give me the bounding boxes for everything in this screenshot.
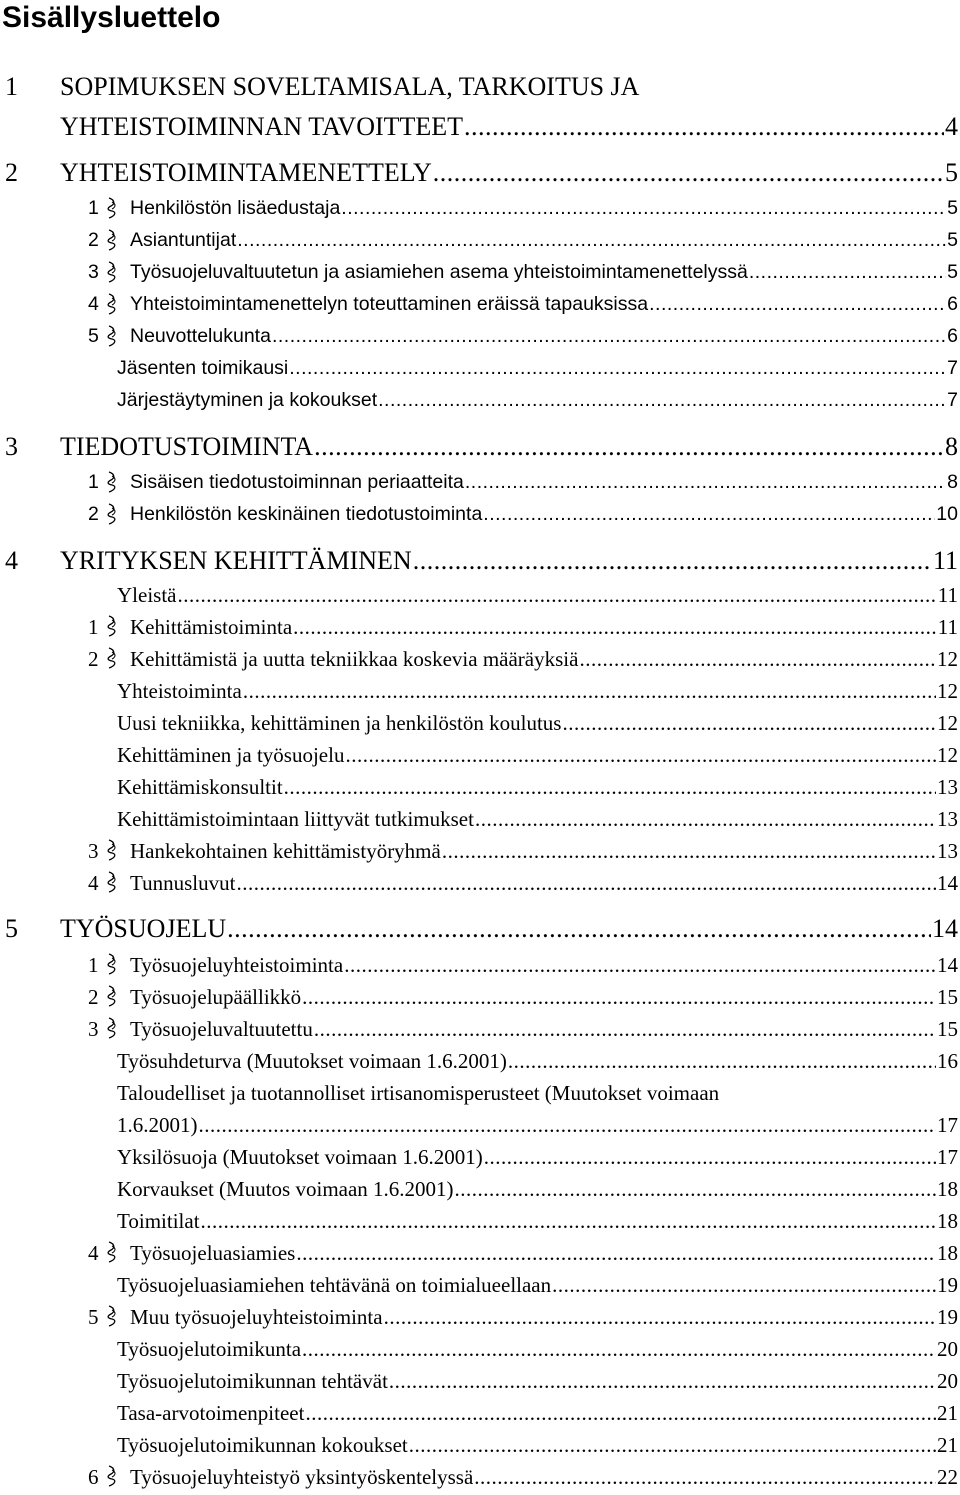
toc-label: Yksilösuoja (Muutokset voimaan 1.6.2001) [117,1145,483,1169]
toc-entry[interactable] [88,293,958,316]
toc-entry[interactable] [117,1401,958,1426]
toc-page-number: 15 [937,985,958,1009]
dot-leader [465,471,946,494]
toc-entry[interactable] [117,357,958,380]
toc-label: Tunnusluvut [130,871,236,895]
toc-page-number: 6 [947,325,958,347]
dot-leader [293,615,937,640]
toc-entry[interactable] [117,1081,719,1106]
toc-entry[interactable] [117,679,958,704]
toc-number: 3 [5,432,18,461]
toc-page-number: 21 [937,1433,958,1457]
toc-page-number: 13 [937,839,958,863]
toc-entry[interactable] [117,1113,958,1138]
toc-page-number: 11 [932,546,958,575]
dot-leader [345,743,936,768]
toc-entry[interactable] [117,1369,958,1394]
toc-label: Työsuojelupäällikkö [130,985,302,1009]
dot-leader [236,871,936,896]
toc-label: Henkilöstön lisäedustaja [130,197,341,219]
dot-leader [562,711,936,736]
dot-leader [243,679,936,704]
toc-number: 4 [88,1241,99,1265]
toc-entry[interactable] [88,325,958,348]
section-sign-icon [106,1465,118,1487]
toc-number: 1 [88,953,99,977]
toc-entry[interactable] [117,1273,958,1298]
toc-page-number: 5 [947,261,958,283]
section-sign-icon [106,985,118,1007]
toc-label: Työsuojeluvaltuutettu [130,1017,313,1041]
toc-page-number: 5 [947,229,958,251]
dot-leader [389,1369,936,1394]
section-sign-icon [106,647,118,669]
dot-leader [177,583,936,608]
toc-label: Työsuojeluasiamies [130,1241,296,1265]
toc-page-number: 4 [945,112,958,141]
toc-entry[interactable] [88,261,958,284]
dot-leader [508,1049,936,1074]
toc-entry[interactable] [88,471,958,494]
toc-page-number: 12 [937,679,958,703]
dot-leader [272,325,946,348]
section-sign-icon [106,1017,118,1039]
toc-number: 2 [88,985,99,1009]
toc-entry[interactable] [88,953,958,978]
toc-entry[interactable] [88,615,958,640]
toc-page-number: 12 [937,743,958,767]
dot-leader [474,1465,936,1490]
section-sign-icon [106,615,118,637]
toc-section-entry[interactable] [5,72,640,102]
toc-number: 3 [88,839,99,863]
toc-page-number: 12 [937,711,958,735]
toc-label: Työsuojeluvaltuutetun ja asiamiehen asema yhteistoimintamenettelyssä [130,261,748,283]
dot-leader [464,112,944,142]
toc-entry[interactable] [117,1209,958,1234]
dot-leader [484,1145,936,1170]
toc-page-number: 7 [947,357,958,379]
toc-page-number: 14 [937,871,958,895]
toc-page-number: 17 [937,1113,958,1137]
dot-leader [302,985,936,1010]
dot-leader [579,647,936,672]
toc-entry[interactable] [117,1145,958,1170]
toc-label: Työsuojelutoimikunnan tehtävät [117,1369,388,1393]
dot-leader [341,197,946,220]
toc-section-entry[interactable] [5,158,958,188]
toc-entry[interactable] [88,985,958,1010]
toc-page-number: 11 [937,583,958,607]
dot-leader [455,1177,936,1202]
toc-label: SOPIMUKSEN SOVELTAMISALA, TARKOITUS JA [60,72,640,101]
toc-number: 1 [88,471,99,493]
dot-leader [413,546,932,576]
dot-leader [199,1113,937,1138]
toc-label: Järjestäytyminen ja kokoukset [117,389,378,411]
toc-number: 2 [5,158,18,187]
toc-page-number: 19 [937,1273,958,1297]
section-sign-icon [106,197,118,219]
toc-number: 4 [88,871,99,895]
page-title: Sisällysluettelo [2,1,221,34]
toc-entry[interactable] [88,1465,958,1490]
toc-section-entry[interactable] [60,112,958,142]
toc-label: Työsuhdeturva (Muutokset voimaan 1.6.2001) [117,1049,507,1073]
toc-entry[interactable] [117,1433,958,1458]
toc-entry[interactable] [88,1017,958,1042]
toc-number: 3 [88,261,99,283]
toc-label: Uusi tekniikka, kehittäminen ja henkilöstön koulutus [117,711,562,735]
dot-leader [433,158,944,188]
toc-page-number: 18 [937,1177,958,1201]
toc-page-number: 22 [937,1465,958,1489]
toc-entry[interactable] [88,1241,958,1266]
toc-label: YHTEISTOIMINNAN TAVOITTEET [60,112,464,141]
toc-section-entry[interactable] [5,546,958,576]
toc-label: Kehittäminen ja työsuojelu [117,743,345,767]
dot-leader [227,914,931,944]
toc-entry[interactable] [88,871,958,896]
toc-page-number: 7 [947,389,958,411]
toc-label: Kehittämistoimintaan liittyvät tutkimukset [117,807,474,831]
toc-page-number: 8 [945,432,958,461]
toc-label: Työsuojeluyhteistoiminta [130,953,344,977]
dot-leader [442,839,936,864]
toc-page-number: 15 [937,1017,958,1041]
toc-label: Taloudelliset ja tuotannolliset irtisanomisperusteet (Muutokset voimaan [117,1081,720,1105]
section-sign-icon [106,293,118,315]
toc-entry[interactable] [88,839,958,864]
toc-label: Työsuojeluasiamiehen tehtävänä on toimialueellaan [117,1273,552,1297]
toc-page-number: 8 [947,471,958,493]
toc-page-number: 20 [937,1337,958,1361]
toc-page-number: 10 [936,503,958,525]
toc-number: 4 [88,293,99,315]
toc-entry[interactable] [117,711,958,736]
toc-number: 2 [88,229,99,251]
toc-number: 1 [5,72,18,101]
toc-entry[interactable] [88,229,958,252]
dot-leader [289,357,946,380]
toc-label: Yhteistoiminta [117,679,242,703]
section-sign-icon [106,1305,118,1327]
toc-number: 4 [5,546,18,575]
toc-label: Henkilöstön keskinäinen tiedotustoiminta [130,503,483,525]
toc-label: Yleistä [117,583,177,607]
toc-number: 2 [88,503,99,525]
dot-leader [649,293,946,316]
dot-leader [237,229,946,252]
dot-leader [302,1337,936,1362]
toc-entry[interactable] [117,583,958,608]
section-sign-icon [106,871,118,893]
toc-entry[interactable] [117,807,958,832]
toc-label: Toimitilat [117,1209,200,1233]
toc-number: 6 [88,1465,99,1489]
toc-number: 5 [88,1305,99,1329]
toc-entry[interactable] [117,389,958,412]
section-sign-icon [106,503,118,525]
toc-entry[interactable] [117,1337,958,1362]
toc-page-number: 18 [937,1209,958,1233]
toc-label: TYÖSUOJELU [60,914,227,943]
toc-page-number: 11 [937,615,958,639]
section-sign-icon [106,261,118,283]
toc-label: Työsuojelutoimikunnan kokoukset [117,1433,408,1457]
toc-label: Yhteistoimintamenettelyn toteuttaminen eräissä tapauksissa [130,293,649,315]
dot-leader [552,1273,936,1298]
dot-leader [475,807,936,832]
toc-label: Kehittämiskonsultit [117,775,283,799]
toc-page-number: 19 [937,1305,958,1329]
toc-page-number: 5 [945,158,958,187]
toc-label: 1.6.2001) [117,1113,198,1137]
toc-page-number: 13 [937,807,958,831]
toc-page-number: 17 [937,1145,958,1169]
dot-leader [314,1017,936,1042]
toc-label: Työsuojelutoimikunta [117,1337,302,1361]
toc-section-entry[interactable] [5,432,958,462]
dot-leader [284,775,936,800]
dot-leader [483,503,935,526]
dot-leader [378,389,946,412]
toc-label: Kehittämistoiminta [130,615,293,639]
section-sign-icon [106,325,118,347]
toc-label: Tasa-arvotoimenpiteet [117,1401,305,1425]
toc-page-number: 14 [932,914,958,943]
toc-number: 1 [88,197,99,219]
toc-label: TIEDOTUSTOIMINTA [60,432,314,461]
toc-label: Jäsenten toimikausi [117,357,289,379]
toc-entry[interactable] [117,1177,958,1202]
dot-leader [749,261,946,284]
dot-leader [201,1209,936,1234]
toc-page-number: 16 [937,1049,958,1073]
toc-label: Työsuojeluyhteistyö yksintyöskentelyssä [130,1465,474,1489]
toc-entry[interactable] [88,647,958,672]
toc-page-number: 18 [937,1241,958,1265]
toc-page-number: 5 [947,197,958,219]
toc-page-number: 20 [937,1369,958,1393]
toc-page-number: 6 [947,293,958,315]
section-sign-icon [106,953,118,975]
section-sign-icon [106,1241,118,1263]
toc-number: 3 [88,1017,99,1041]
dot-leader [296,1241,936,1266]
toc-label: Muu työsuojeluyhteistoiminta [130,1305,383,1329]
dot-leader [305,1401,936,1426]
toc-label: Korvaukset (Muutos voimaan 1.6.2001) [117,1177,454,1201]
toc-entry[interactable] [88,1305,958,1330]
toc-label: Neuvottelukunta [130,325,271,347]
toc-entry[interactable] [117,775,958,800]
toc-entry[interactable] [88,197,958,220]
toc-entry[interactable] [88,503,958,526]
toc-number: 2 [88,647,99,671]
toc-entry[interactable] [117,743,958,768]
toc-label: YRITYKSEN KEHITTÄMINEN [60,546,412,575]
dot-leader [384,1305,936,1330]
toc-page-number: 21 [937,1401,958,1425]
toc-label: Kehittämistä ja uutta tekniikkaa koskevia määräyksiä [130,647,579,671]
dot-leader [344,953,936,978]
section-sign-icon [106,229,118,251]
toc-label: YHTEISTOIMINTAMENETTELY [60,158,432,187]
toc-number: 1 [88,615,99,639]
toc-number: 5 [88,325,99,347]
section-sign-icon [106,471,118,493]
toc-section-entry[interactable] [5,914,958,944]
dot-leader [409,1433,936,1458]
toc-number: 5 [5,914,18,943]
dot-leader [314,432,944,462]
toc-label: Hankekohtainen kehittämistyöryhmä [130,839,441,863]
toc-page-number: 12 [937,647,958,671]
toc-label: Asiantuntijat [130,229,237,251]
toc-page-number: 13 [937,775,958,799]
toc-label: Sisäisen tiedotustoiminnan periaatteita [130,471,464,493]
section-sign-icon [106,839,118,861]
toc-page-number: 14 [937,953,958,977]
toc-entry[interactable] [117,1049,958,1074]
